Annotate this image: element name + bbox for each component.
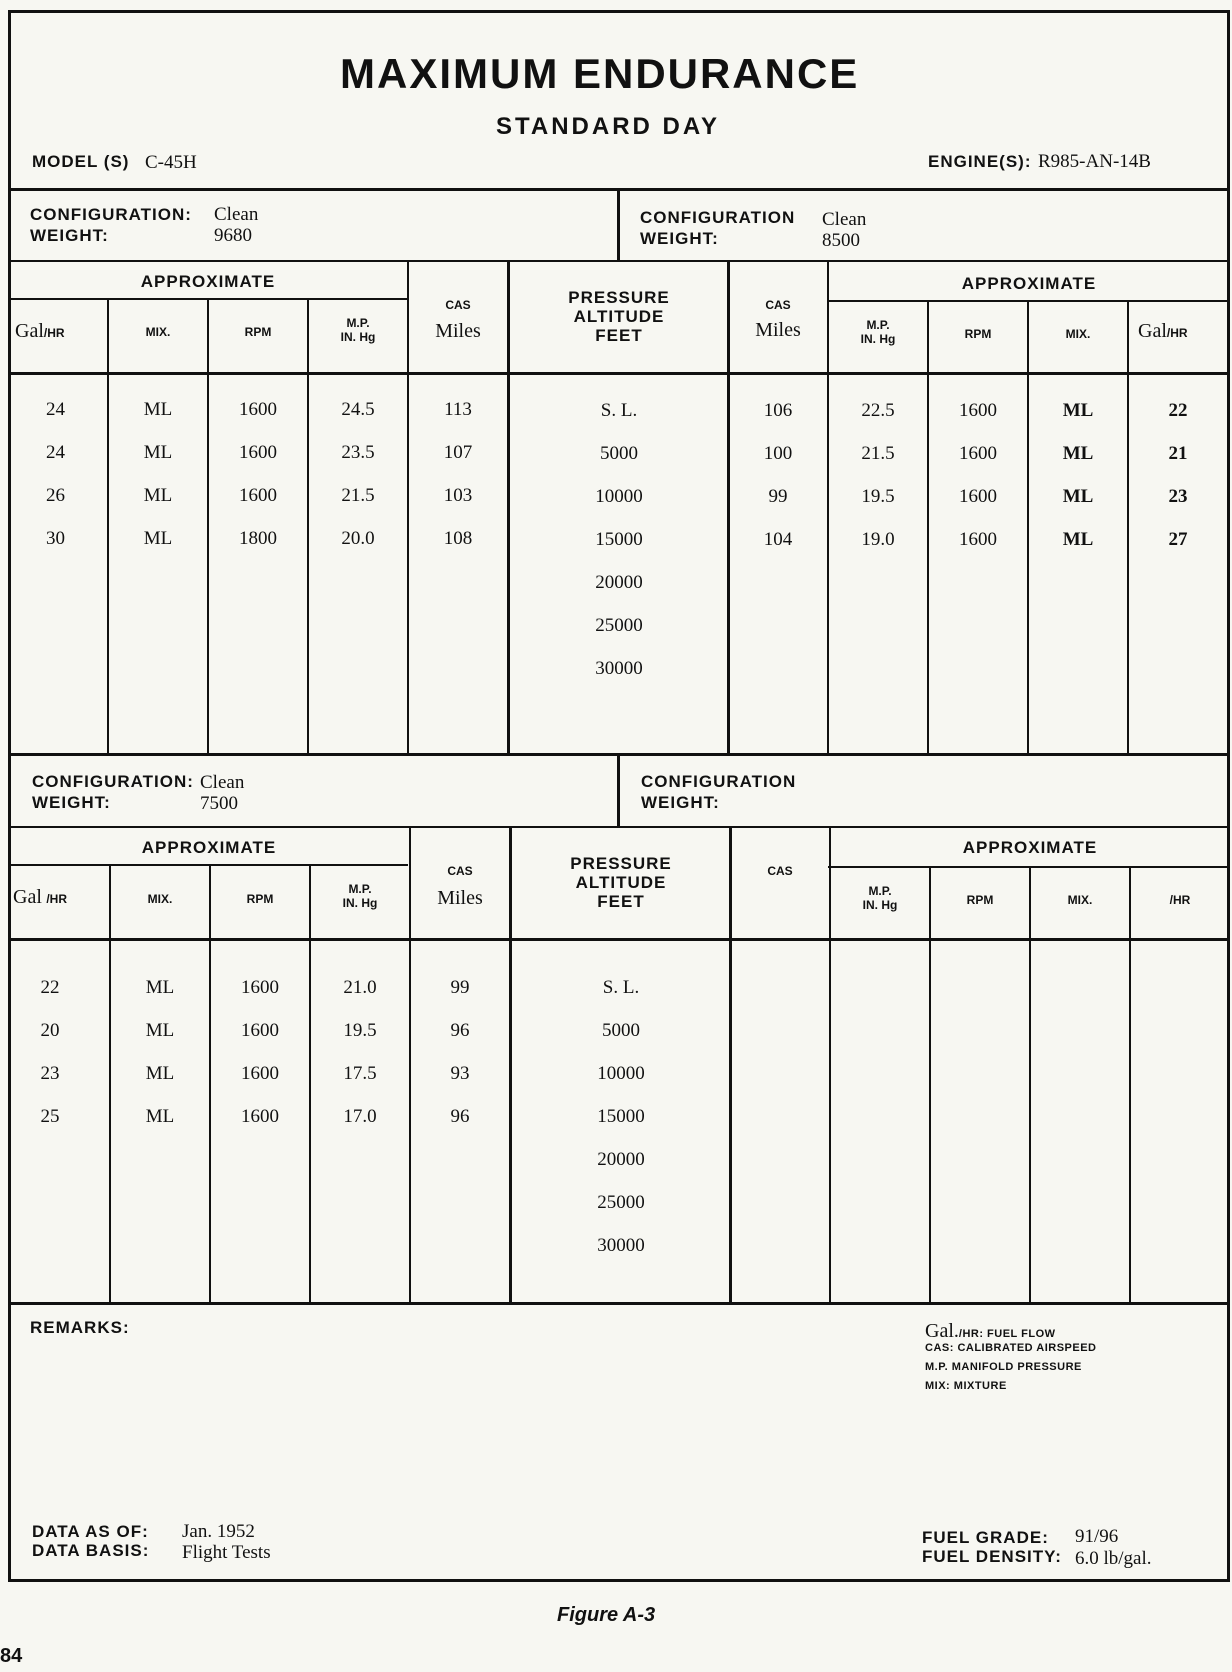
rpm-cell: 1600: [959, 529, 997, 550]
mix-cell: ML: [145, 977, 175, 998]
mp-header: M.P. IN. Hg: [862, 884, 898, 912]
altitude-cell: 25000: [595, 615, 643, 636]
weight-value: 9680: [214, 225, 252, 246]
divider-bottom-header: [8, 938, 1230, 941]
rpm-header: RPM: [246, 892, 274, 906]
weight-label: WEIGHT:: [641, 793, 720, 812]
gal-hr-cell: 22: [1168, 400, 1188, 421]
mp-cell: 19.0: [861, 529, 895, 550]
mix-header: MIX.: [1065, 327, 1091, 341]
gal-hr-cell: 21: [1168, 443, 1188, 464]
config-value: Clean: [822, 209, 867, 230]
mix-cell: ML: [145, 1106, 175, 1127]
mp-cell: 21.5: [861, 443, 895, 464]
col-rule: [1027, 302, 1029, 753]
gal-hr-header: Gal /HR: [13, 886, 68, 908]
rpm-cell: 1600: [959, 443, 997, 464]
cas-cell: 96: [450, 1020, 470, 1041]
config-label: CONFIGURATION:: [32, 772, 194, 791]
mp-cell: 22.5: [861, 400, 895, 421]
col-rule: [927, 302, 929, 753]
altitude-cell: 5000: [600, 443, 638, 464]
cas-cell: 93: [450, 1063, 470, 1084]
rpm-cell: 1600: [959, 400, 997, 421]
rpm-cell: 1600: [241, 1020, 279, 1041]
weight-value: 8500: [822, 230, 860, 251]
mix-cell: ML: [143, 399, 173, 420]
mix-cell: ML: [1062, 529, 1094, 550]
mix-cell: ML: [1062, 400, 1094, 421]
data-as-of-value: Jan. 1952: [182, 1521, 255, 1542]
rpm-cell: 1600: [239, 399, 277, 420]
config-split-bottom: [617, 756, 620, 828]
data-basis-value: Flight Tests: [182, 1542, 271, 1563]
cas-cell: 99: [450, 977, 470, 998]
mp-cell: 24.5: [341, 399, 375, 420]
mix-cell: ML: [143, 485, 173, 506]
mix-cell: ML: [143, 442, 173, 463]
page-subtitle: STANDARD DAY: [496, 113, 721, 140]
cas-header: CAS: [445, 298, 471, 312]
rpm-cell: 1600: [241, 977, 279, 998]
gal-hr-cell: 23: [40, 1063, 60, 1084]
cas-cell: 108: [443, 528, 473, 549]
gal-hr-header: Gal/HR: [1138, 320, 1188, 342]
rpm-cell: 1600: [241, 1106, 279, 1127]
gal-hr-cell: 23: [1168, 486, 1188, 507]
mp-header: M.P. IN. Hg: [860, 318, 896, 346]
weight-value: 7500: [200, 793, 238, 814]
remarks-label: REMARKS:: [30, 1318, 130, 1337]
fuel-grade-value: 91/96: [1075, 1526, 1119, 1547]
mp-cell: 19.5: [861, 486, 895, 507]
cas-cell: 106: [763, 400, 793, 421]
mix-header: MIX.: [145, 325, 171, 339]
altitude-cell: 5000: [602, 1020, 640, 1041]
cas-cell: 99: [768, 486, 788, 507]
divider-top-header: [8, 372, 1230, 375]
legend-mix: MIX: MIXTURE: [925, 1380, 1007, 1392]
config-value: Clean: [214, 204, 259, 225]
cas-cell: 107: [443, 442, 473, 463]
mp-header: M.P. IN. Hg: [340, 316, 376, 344]
mp-header: M.P. IN. Hg: [342, 882, 378, 910]
rpm-header: RPM: [964, 327, 992, 341]
cas-header: CAS: [767, 864, 793, 878]
col-rule: [107, 300, 109, 753]
figure-caption: Figure A-3: [557, 1604, 656, 1626]
cas-header: CAS: [447, 864, 473, 878]
data-basis-label: DATA BASIS:: [32, 1541, 150, 1560]
gal-hr-cell: 24: [46, 399, 65, 420]
col-rule: [929, 868, 931, 1302]
mp-cell: 23.5: [341, 442, 375, 463]
rpm-cell: 1600: [239, 485, 277, 506]
rpm-cell: 1600: [959, 486, 997, 507]
mix-cell: ML: [1062, 486, 1094, 507]
config-label: CONFIGURATION: [640, 208, 796, 227]
mix-header: MIX.: [147, 892, 173, 906]
page-number: 84: [0, 1645, 23, 1667]
divider-remarks: [8, 1302, 1230, 1305]
altitude-cell: 15000: [595, 529, 643, 550]
approximate-header: APPROXIMATE: [140, 272, 276, 291]
mix-cell: ML: [145, 1020, 175, 1041]
col-rule: [1129, 868, 1131, 1302]
gal-hr-cell: 24: [46, 442, 65, 463]
pressure-altitude-header: PRESSURE ALTITUDE FEET: [570, 854, 672, 911]
mp-cell: 21.0: [343, 977, 377, 998]
approximate-header: APPROXIMATE: [141, 838, 277, 857]
cas-cell: 103: [443, 485, 473, 506]
col-rule: [1029, 868, 1031, 1302]
approx-rule-bl: [8, 864, 408, 866]
fuel-density-label: FUEL DENSITY:: [922, 1547, 1062, 1566]
cas-cell: 113: [444, 399, 472, 420]
legend-mp: M.P. MANIFOLD PRESSURE: [925, 1361, 1082, 1373]
altitude-cell: 20000: [597, 1149, 645, 1170]
engine-label: ENGINE(S):: [928, 152, 1032, 171]
approximate-header: APPROXIMATE: [961, 274, 1097, 293]
weight-label: WEIGHT:: [32, 793, 111, 812]
config-value: Clean: [200, 772, 245, 793]
rpm-header: RPM: [966, 893, 994, 907]
altitude-cell: 20000: [595, 572, 643, 593]
altitude-cell: 15000: [597, 1106, 645, 1127]
altitude-cell: 30000: [595, 658, 643, 679]
gal-hr-cell: 20: [40, 1020, 60, 1041]
miles-header: Miles: [437, 887, 483, 909]
mix-header: MIX.: [1067, 893, 1093, 907]
gal-hr-cell: 30: [46, 528, 65, 549]
approx-rule-tr: [828, 300, 1230, 302]
miles-header: Miles: [435, 320, 481, 342]
model-value: C-45H: [145, 152, 197, 173]
fuel-density-value: 6.0 lb/gal.: [1075, 1548, 1152, 1569]
data-as-of-label: DATA AS OF:: [32, 1522, 149, 1541]
rpm-cell: 1800: [239, 528, 277, 549]
mix-cell: ML: [1062, 443, 1094, 464]
hr-header: /HR: [1169, 893, 1191, 907]
altitude-cell: 25000: [597, 1192, 645, 1213]
altitude-cell: S. L.: [600, 400, 638, 421]
engine-value: R985-AN-14B: [1038, 151, 1151, 172]
altitude-cell: 30000: [597, 1235, 645, 1256]
altitude-cell: 10000: [595, 486, 643, 507]
legend-gal: Gal./HR: FUEL FLOW: [925, 1320, 1056, 1342]
mp-cell: 20.0: [341, 528, 375, 549]
config-split-top: [617, 190, 620, 262]
weight-label: WEIGHT:: [640, 229, 719, 248]
col-rule: [1127, 302, 1129, 753]
gal-hr-cell: 26: [46, 485, 65, 506]
cas-cell: 100: [763, 443, 793, 464]
mix-cell: ML: [143, 528, 173, 549]
gal-hr-header: Gal/HR: [15, 320, 65, 342]
mp-cell: 17.0: [343, 1106, 377, 1127]
mix-cell: ML: [145, 1063, 175, 1084]
cas-cell: 96: [450, 1106, 470, 1127]
cas-header: CAS: [765, 298, 791, 312]
legend-cas: CAS: CALIBRATED AIRSPEED: [925, 1342, 1097, 1354]
miles-header: Miles: [755, 319, 801, 341]
model-label: MODEL (S): [32, 152, 130, 171]
mp-cell: 19.5: [343, 1020, 377, 1041]
rpm-cell: 1600: [241, 1063, 279, 1084]
rpm-header: RPM: [244, 325, 272, 339]
altitude-cell: 10000: [597, 1063, 645, 1084]
mp-cell: 21.5: [341, 485, 375, 506]
config-label: CONFIGURATION:: [30, 205, 192, 224]
approximate-header: APPROXIMATE: [962, 838, 1098, 857]
gal-hr-cell: 22: [40, 977, 60, 998]
col-rule: [307, 300, 309, 753]
fuel-grade-label: FUEL GRADE:: [922, 1528, 1049, 1547]
pressure-altitude-header: PRESSURE ALTITUDE FEET: [568, 288, 670, 345]
config-label: CONFIGURATION: [641, 772, 797, 791]
rpm-cell: 1600: [239, 442, 277, 463]
altitude-cell: S. L.: [602, 977, 640, 998]
col-rule: [207, 300, 209, 753]
gal-hr-cell: 25: [40, 1106, 60, 1127]
weight-label: WEIGHT:: [30, 226, 109, 245]
page-title: MAXIMUM ENDURANCE: [340, 50, 860, 97]
mp-cell: 17.5: [343, 1063, 377, 1084]
cas-cell: 104: [763, 529, 793, 550]
gal-hr-cell: 27: [1168, 529, 1188, 550]
